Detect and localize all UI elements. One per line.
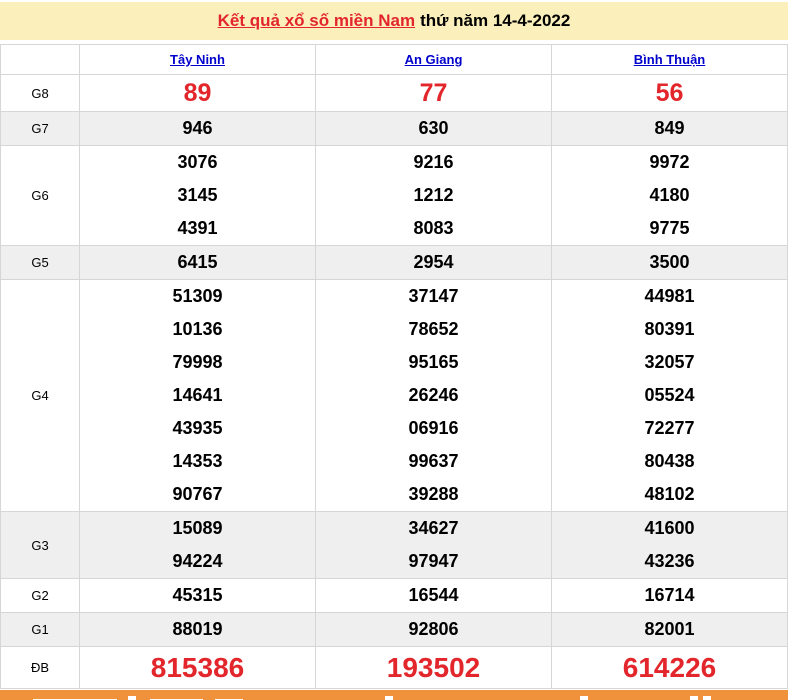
prize-number: 41600	[644, 518, 695, 538]
prize-row-g3	[1, 512, 788, 579]
prize-cell-g2-col1	[316, 579, 552, 613]
prize-number: 15089	[172, 518, 223, 538]
prize-number: 82001	[644, 619, 695, 639]
prize-number: 2954	[413, 252, 454, 272]
prize-cell-g8-col2	[552, 75, 788, 112]
prize-column-header	[1, 45, 80, 75]
prize-number: 6415	[177, 252, 218, 272]
prize-number: 89	[183, 79, 212, 107]
column-header-binh-thuan	[552, 45, 788, 75]
prize-number: 43236	[644, 551, 695, 571]
prize-cell-g1-col1	[316, 613, 552, 647]
prize-number: 44981	[644, 286, 695, 306]
prize-number: 80391	[644, 319, 695, 339]
prize-cell-g7-col0	[80, 112, 316, 146]
province-link-binh-thuan[interactable]: Bình Thuận	[633, 52, 706, 67]
prize-cell-g6-col1	[316, 146, 552, 246]
prize-cell-g7-col2	[552, 112, 788, 146]
results-table	[0, 44, 788, 689]
prize-cell-g2-col0	[80, 579, 316, 613]
prize-label-g6: G6	[1, 146, 80, 246]
prize-number: 78652	[408, 319, 459, 339]
prize-number: 630	[418, 118, 449, 138]
prize-number: 4391	[177, 218, 218, 238]
prize-number: 95165	[408, 352, 459, 372]
prize-number: 16714	[644, 585, 695, 605]
prize-number: 9216	[413, 152, 454, 172]
prize-number: 72277	[644, 418, 695, 438]
prize-number: 06916	[408, 418, 459, 438]
cutoff-text-mark	[385, 696, 393, 700]
cutoff-text-mark	[690, 696, 698, 700]
prize-cell-g5-col1	[316, 246, 552, 280]
prize-row-g6	[1, 146, 788, 246]
prize-number: 94224	[172, 551, 223, 571]
prize-cell-g4-col0	[80, 280, 316, 512]
cutoff-text-mark	[703, 696, 711, 700]
prize-cell-g1-col0	[80, 613, 316, 647]
prize-number: 90767	[172, 484, 223, 504]
province-link-an-giang[interactable]: An Giang	[404, 52, 463, 67]
prize-cell-db-col1	[316, 647, 552, 689]
prize-number: 849	[654, 118, 685, 138]
prize-cell-g8-col1	[316, 75, 552, 112]
prize-number: 51309	[172, 286, 223, 306]
prize-row-g8	[1, 75, 788, 112]
footer-bar	[0, 690, 788, 700]
column-header-an-giang	[316, 45, 552, 75]
prize-number: 8083	[413, 218, 454, 238]
prize-label-db: ĐB	[1, 647, 80, 689]
province-link-tay-ninh[interactable]: Tây Ninh	[170, 52, 225, 67]
prize-label-g4: G4	[1, 280, 80, 512]
cutoff-text-mark	[128, 696, 136, 700]
results-table-body	[1, 75, 788, 689]
prize-number: 43935	[172, 418, 223, 438]
prize-row-g4	[1, 280, 788, 512]
prize-number: 92806	[408, 619, 459, 639]
prize-cell-g8-col0	[80, 75, 316, 112]
prize-cell-g4-col1	[316, 280, 552, 512]
prize-number: 26246	[408, 385, 459, 405]
prize-cell-g4-col2	[552, 280, 788, 512]
prize-number: 815386	[150, 652, 245, 683]
prize-label-g7: G7	[1, 112, 80, 146]
prize-label-g2: G2	[1, 579, 80, 613]
prize-number: 05524	[644, 385, 695, 405]
prize-row-g1	[1, 613, 788, 647]
prize-number: 3145	[177, 185, 218, 205]
prize-cell-g3-col2	[552, 512, 788, 579]
prize-number: 99637	[408, 451, 459, 471]
prize-cell-g7-col1	[316, 112, 552, 146]
prize-number: 39288	[408, 484, 459, 504]
prize-cell-db-col2	[552, 647, 788, 689]
column-header-tay-ninh	[80, 45, 316, 75]
prize-row-db	[1, 647, 788, 689]
prize-label-g1: G1	[1, 613, 80, 647]
prize-number: 614226	[622, 652, 717, 683]
prize-row-g7	[1, 112, 788, 146]
prize-number: 37147	[408, 286, 459, 306]
prize-cell-g6-col0	[80, 146, 316, 246]
prize-number: 56	[655, 79, 684, 107]
prize-cell-g2-col2	[552, 579, 788, 613]
prize-number: 32057	[644, 352, 695, 372]
prize-number: 88019	[172, 619, 223, 639]
prize-number: 77	[419, 79, 448, 107]
title-link[interactable]: Kết quả xổ số miền Nam	[217, 11, 416, 30]
prize-row-g2	[1, 579, 788, 613]
prize-cell-g1-col2	[552, 613, 788, 647]
title-date: thứ năm 14-4-2022	[420, 11, 571, 30]
prize-cell-g3-col1	[316, 512, 552, 579]
prize-number: 16544	[408, 585, 459, 605]
prize-number: 10136	[172, 319, 223, 339]
prize-number: 14353	[172, 451, 223, 471]
prize-number: 34627	[408, 518, 459, 538]
prize-row-g5	[1, 246, 788, 280]
prize-number: 946	[182, 118, 213, 138]
prize-number: 79998	[172, 352, 223, 372]
prize-number: 14641	[172, 385, 223, 405]
prize-cell-g3-col0	[80, 512, 316, 579]
lottery-results-page	[0, 2, 788, 700]
prize-cell-g5-col0	[80, 246, 316, 280]
prize-number: 97947	[408, 551, 459, 571]
prize-cell-g5-col2	[552, 246, 788, 280]
title-banner	[0, 2, 788, 40]
prize-number: 80438	[644, 451, 695, 471]
prize-number: 45315	[172, 585, 223, 605]
prize-number: 3076	[177, 152, 218, 172]
prize-label-g8: G8	[1, 75, 80, 112]
prize-label-g5: G5	[1, 246, 80, 280]
prize-label-g3: G3	[1, 512, 80, 579]
prize-number: 48102	[644, 484, 695, 504]
cutoff-text-mark	[580, 696, 588, 700]
prize-cell-g6-col2	[552, 146, 788, 246]
prize-number: 1212	[413, 185, 454, 205]
prize-number: 9775	[649, 218, 690, 238]
prize-number: 3500	[649, 252, 690, 272]
prize-number: 9972	[649, 152, 690, 172]
prize-number: 4180	[649, 185, 690, 205]
prize-number: 193502	[386, 652, 481, 683]
column-header-row	[1, 45, 788, 75]
prize-cell-db-col0	[80, 647, 316, 689]
